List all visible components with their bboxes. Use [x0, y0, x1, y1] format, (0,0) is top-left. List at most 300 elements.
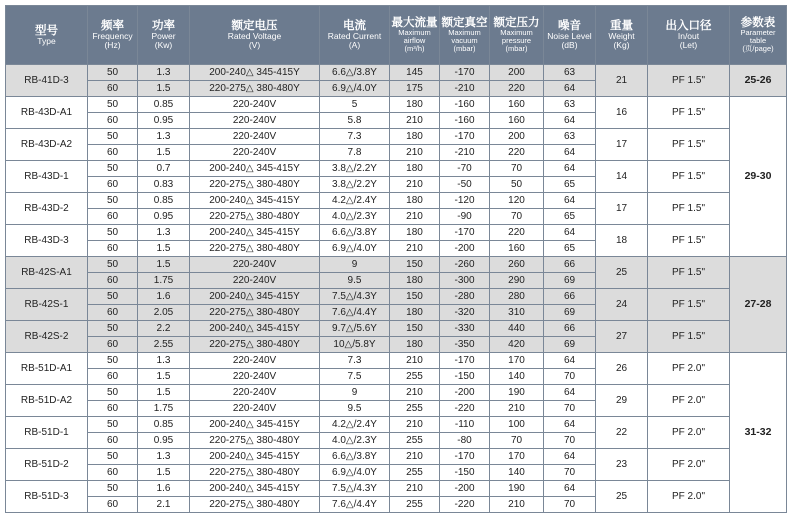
cell-power: 1.6	[138, 481, 190, 497]
header-row	[6, 6, 787, 65]
cell-power: 0.85	[138, 193, 190, 209]
cell-vacuum: -160	[440, 113, 490, 129]
cell-airflow: 180	[390, 337, 440, 353]
cell-current: 5.8	[320, 113, 390, 129]
cell-freq: 60	[88, 433, 138, 449]
column-header	[544, 6, 596, 65]
spec-table	[5, 5, 787, 513]
cell-airflow: 150	[390, 257, 440, 273]
column-header	[490, 6, 544, 65]
cell-freq: 50	[88, 289, 138, 305]
weight-value: 25	[596, 257, 648, 289]
cell-pressure: 220	[490, 225, 544, 241]
cell-freq: 50	[88, 225, 138, 241]
cell-freq: 50	[88, 193, 138, 209]
cell-voltage: 220-240V	[190, 257, 320, 273]
column-header-zh: 噪音	[558, 20, 581, 33]
weight-value: 22	[596, 417, 648, 449]
column-header-en: (mbar)	[453, 43, 476, 53]
cell-airflow: 255	[390, 497, 440, 513]
cell-current: 9	[320, 257, 390, 273]
cell-vacuum: -210	[440, 145, 490, 161]
column-header-en: airflow	[403, 36, 426, 46]
cell-noise: 64	[544, 449, 596, 465]
cell-noise: 70	[544, 369, 596, 385]
column-header-en: vacuum	[451, 36, 478, 46]
weight-value: 27	[596, 321, 648, 353]
column-header-en: table	[749, 36, 767, 46]
cell-voltage: 220-240V	[190, 353, 320, 369]
model-name: RB-42S-2	[6, 321, 88, 353]
cell-vacuum: -170	[440, 225, 490, 241]
cell-noise: 64	[544, 161, 596, 177]
cell-vacuum: -200	[440, 481, 490, 497]
cell-noise: 64	[544, 113, 596, 129]
cell-vacuum: -330	[440, 321, 490, 337]
cell-current: 9.5	[320, 401, 390, 417]
cell-power: 0.85	[138, 97, 190, 113]
cell-pressure: 260	[490, 257, 544, 273]
cell-pressure: 440	[490, 321, 544, 337]
cell-power: 2.05	[138, 305, 190, 321]
cell-voltage: 200-240△ 345-415Y	[190, 161, 320, 177]
column-header-en: Maximum	[448, 28, 481, 38]
cell-power: 1.5	[138, 465, 190, 481]
table-row	[6, 193, 787, 209]
cell-voltage: 220-275△ 380-480Y	[190, 497, 320, 513]
port-value: PF 2.0"	[648, 385, 730, 417]
cell-vacuum: -350	[440, 337, 490, 353]
cell-noise: 66	[544, 289, 596, 305]
cell-pressure: 140	[490, 369, 544, 385]
column-header-en: (A)	[348, 40, 361, 51]
cell-airflow: 255	[390, 465, 440, 481]
cell-freq: 60	[88, 113, 138, 129]
cell-power: 1.3	[138, 353, 190, 369]
cell-pressure: 210	[490, 401, 544, 417]
column-header-en: (m³/h)	[404, 43, 425, 53]
cell-airflow: 255	[390, 433, 440, 449]
cell-noise: 65	[544, 241, 596, 257]
column-header-en: Frequency	[92, 31, 133, 42]
column-header-en: (Hz)	[104, 40, 121, 51]
column-header-en: (Let)	[679, 40, 698, 51]
column-header	[138, 6, 190, 65]
column-header-en: Rated Voltage	[227, 31, 282, 42]
cell-freq: 60	[88, 273, 138, 289]
column-header-en: (Kw)	[154, 40, 173, 51]
model-name: RB-43D-3	[6, 225, 88, 257]
weight-value: 26	[596, 353, 648, 385]
cell-freq: 50	[88, 321, 138, 337]
cell-pressure: 70	[490, 161, 544, 177]
table-row	[6, 385, 787, 401]
column-header-zh: 额定压力	[493, 17, 540, 30]
cell-freq: 60	[88, 369, 138, 385]
cell-freq: 50	[88, 97, 138, 113]
column-header	[6, 6, 88, 65]
port-value: PF 1.5"	[648, 321, 730, 353]
table-row	[6, 481, 787, 497]
page-reference: 25-26	[730, 65, 787, 97]
page-reference: 27-28	[730, 257, 787, 353]
page-reference: 31-32	[730, 353, 787, 513]
model-name: RB-43D-A1	[6, 97, 88, 129]
cell-current: 7.6△/4.4Y	[320, 305, 390, 321]
table-row	[6, 353, 787, 369]
cell-power: 1.5	[138, 81, 190, 97]
port-value: PF 1.5"	[648, 289, 730, 321]
cell-vacuum: -200	[440, 385, 490, 401]
port-value: PF 2.0"	[648, 417, 730, 449]
cell-power: 1.5	[138, 145, 190, 161]
cell-airflow: 210	[390, 113, 440, 129]
column-header	[730, 6, 787, 65]
cell-voltage: 220-240V	[190, 129, 320, 145]
cell-current: 9.7△/5.6Y	[320, 321, 390, 337]
cell-vacuum: -210	[440, 81, 490, 97]
cell-voltage: 220-275△ 380-480Y	[190, 209, 320, 225]
port-value: PF 1.5"	[648, 97, 730, 129]
port-value: PF 1.5"	[648, 257, 730, 289]
cell-freq: 60	[88, 209, 138, 225]
model-name: RB-43D-1	[6, 161, 88, 193]
cell-vacuum: -80	[440, 433, 490, 449]
model-name: RB-51D-A1	[6, 353, 88, 385]
cell-current: 6.9△/4.0Y	[320, 81, 390, 97]
cell-voltage: 200-240△ 345-415Y	[190, 449, 320, 465]
column-header-en: pressure	[501, 36, 532, 46]
cell-current: 7.3	[320, 353, 390, 369]
cell-current: 7.8	[320, 145, 390, 161]
cell-power: 1.5	[138, 369, 190, 385]
column-header-en: (Kg)	[613, 40, 630, 51]
cell-voltage: 220-240V	[190, 369, 320, 385]
cell-pressure: 70	[490, 433, 544, 449]
column-header	[390, 6, 440, 65]
cell-power: 0.95	[138, 433, 190, 449]
cell-power: 0.95	[138, 209, 190, 225]
cell-airflow: 180	[390, 161, 440, 177]
cell-pressure: 280	[490, 289, 544, 305]
column-header	[190, 6, 320, 65]
cell-vacuum: -260	[440, 257, 490, 273]
port-value: PF 1.5"	[648, 161, 730, 193]
model-name: RB-43D-A2	[6, 129, 88, 161]
column-header	[88, 6, 138, 65]
cell-noise: 64	[544, 81, 596, 97]
weight-value: 17	[596, 193, 648, 225]
model-name: RB-43D-2	[6, 193, 88, 225]
cell-noise: 70	[544, 433, 596, 449]
cell-current: 6.6△/3.8Y	[320, 65, 390, 81]
cell-voltage: 220-275△ 380-480Y	[190, 433, 320, 449]
cell-noise: 64	[544, 353, 596, 369]
cell-voltage: 200-240△ 345-415Y	[190, 417, 320, 433]
cell-power: 0.95	[138, 113, 190, 129]
cell-freq: 50	[88, 385, 138, 401]
model-name: RB-51D-3	[6, 481, 88, 513]
model-name: RB-51D-1	[6, 417, 88, 449]
cell-voltage: 220-240V	[190, 97, 320, 113]
cell-vacuum: -280	[440, 289, 490, 305]
table-row	[6, 161, 787, 177]
cell-pressure: 310	[490, 305, 544, 321]
cell-vacuum: -170	[440, 449, 490, 465]
cell-freq: 50	[88, 129, 138, 145]
cell-pressure: 290	[490, 273, 544, 289]
cell-noise: 63	[544, 65, 596, 81]
cell-current: 7.5△/4.3Y	[320, 481, 390, 497]
cell-noise: 65	[544, 177, 596, 193]
cell-airflow: 175	[390, 81, 440, 97]
cell-freq: 50	[88, 257, 138, 273]
cell-vacuum: -170	[440, 65, 490, 81]
column-header-en: (V)	[248, 40, 261, 51]
weight-value: 24	[596, 289, 648, 321]
cell-voltage: 220-275△ 380-480Y	[190, 241, 320, 257]
cell-freq: 50	[88, 65, 138, 81]
cell-current: 3.8△/2.2Y	[320, 177, 390, 193]
cell-vacuum: -320	[440, 305, 490, 321]
weight-value: 25	[596, 481, 648, 513]
cell-voltage: 200-240△ 345-415Y	[190, 481, 320, 497]
cell-freq: 60	[88, 241, 138, 257]
column-header-en: Weight	[608, 31, 635, 42]
weight-value: 14	[596, 161, 648, 193]
cell-freq: 50	[88, 161, 138, 177]
cell-voltage: 200-240△ 345-415Y	[190, 225, 320, 241]
cell-pressure: 100	[490, 417, 544, 433]
column-header-en: Type	[37, 35, 56, 46]
cell-airflow: 210	[390, 449, 440, 465]
cell-airflow: 180	[390, 305, 440, 321]
cell-power: 1.75	[138, 401, 190, 417]
cell-noise: 69	[544, 337, 596, 353]
column-header-zh: 功率	[152, 20, 175, 33]
cell-vacuum: -160	[440, 97, 490, 113]
port-value: PF 1.5"	[648, 193, 730, 225]
table-row	[6, 225, 787, 241]
cell-vacuum: -120	[440, 193, 490, 209]
column-header-en: In/out	[677, 31, 700, 42]
cell-noise: 63	[544, 129, 596, 145]
cell-noise: 64	[544, 193, 596, 209]
model-name: RB-51D-2	[6, 449, 88, 481]
weight-value: 29	[596, 385, 648, 417]
column-header-en: (页/page)	[742, 43, 774, 53]
cell-current: 4.0△/2.3Y	[320, 433, 390, 449]
cell-airflow: 210	[390, 417, 440, 433]
cell-vacuum: -170	[440, 353, 490, 369]
cell-current: 4.0△/2.3Y	[320, 209, 390, 225]
cell-noise: 66	[544, 321, 596, 337]
cell-voltage: 200-240△ 345-415Y	[190, 193, 320, 209]
table-body	[6, 65, 787, 513]
cell-vacuum: -170	[440, 129, 490, 145]
column-header	[320, 6, 390, 65]
cell-airflow: 210	[390, 209, 440, 225]
cell-current: 4.2△/2.4Y	[320, 193, 390, 209]
cell-vacuum: -70	[440, 161, 490, 177]
column-header-en: (dB)	[561, 40, 578, 51]
cell-airflow: 210	[390, 145, 440, 161]
model-name: RB-42S-A1	[6, 257, 88, 289]
cell-power: 1.3	[138, 449, 190, 465]
cell-voltage: 220-275△ 380-480Y	[190, 177, 320, 193]
cell-power: 0.85	[138, 417, 190, 433]
cell-current: 6.9△/4.0Y	[320, 465, 390, 481]
cell-freq: 60	[88, 177, 138, 193]
table-row	[6, 97, 787, 113]
cell-pressure: 220	[490, 81, 544, 97]
cell-noise: 66	[544, 257, 596, 273]
cell-airflow: 145	[390, 65, 440, 81]
table-row	[6, 129, 787, 145]
cell-current: 4.2△/2.4Y	[320, 417, 390, 433]
model-name: RB-41D-3	[6, 65, 88, 97]
cell-power: 0.83	[138, 177, 190, 193]
cell-current: 9	[320, 385, 390, 401]
cell-freq: 50	[88, 417, 138, 433]
cell-power: 1.3	[138, 225, 190, 241]
cell-pressure: 170	[490, 449, 544, 465]
weight-value: 17	[596, 129, 648, 161]
cell-voltage: 220-275△ 380-480Y	[190, 465, 320, 481]
cell-power: 1.75	[138, 273, 190, 289]
model-name: RB-51D-A2	[6, 385, 88, 417]
cell-airflow: 150	[390, 289, 440, 305]
cell-pressure: 160	[490, 241, 544, 257]
cell-noise: 63	[544, 97, 596, 113]
cell-pressure: 210	[490, 497, 544, 513]
port-value: PF 1.5"	[648, 225, 730, 257]
cell-vacuum: -150	[440, 369, 490, 385]
port-value: PF 2.0"	[648, 353, 730, 385]
cell-freq: 60	[88, 465, 138, 481]
cell-pressure: 160	[490, 113, 544, 129]
cell-vacuum: -300	[440, 273, 490, 289]
cell-voltage: 220-240V	[190, 145, 320, 161]
cell-freq: 60	[88, 401, 138, 417]
cell-voltage: 220-240V	[190, 273, 320, 289]
cell-airflow: 180	[390, 129, 440, 145]
cell-noise: 70	[544, 497, 596, 513]
weight-value: 23	[596, 449, 648, 481]
cell-voltage: 220-240V	[190, 113, 320, 129]
cell-freq: 50	[88, 481, 138, 497]
cell-noise: 64	[544, 417, 596, 433]
cell-noise: 64	[544, 481, 596, 497]
cell-noise: 70	[544, 465, 596, 481]
cell-airflow: 180	[390, 225, 440, 241]
weight-value: 18	[596, 225, 648, 257]
cell-current: 5	[320, 97, 390, 113]
cell-current: 6.6△/3.8Y	[320, 225, 390, 241]
column-header-zh: 最大流量	[391, 17, 438, 30]
column-header-zh: 额定电压	[231, 20, 278, 33]
port-value: PF 1.5"	[648, 129, 730, 161]
cell-power: 2.55	[138, 337, 190, 353]
cell-power: 1.5	[138, 241, 190, 257]
cell-airflow: 210	[390, 241, 440, 257]
cell-voltage: 200-240△ 345-415Y	[190, 321, 320, 337]
page-reference: 29-30	[730, 97, 787, 257]
cell-airflow: 210	[390, 353, 440, 369]
cell-power: 1.3	[138, 129, 190, 145]
table-row	[6, 289, 787, 305]
column-header-zh: 额定真空	[441, 17, 488, 30]
cell-noise: 64	[544, 385, 596, 401]
cell-freq: 50	[88, 353, 138, 369]
cell-power: 2.2	[138, 321, 190, 337]
cell-noise: 64	[544, 225, 596, 241]
cell-noise: 69	[544, 273, 596, 289]
cell-noise: 70	[544, 401, 596, 417]
column-header-zh: 电流	[343, 20, 366, 33]
cell-voltage: 200-240△ 345-415Y	[190, 65, 320, 81]
column-header-zh: 重量	[610, 20, 633, 33]
cell-pressure: 200	[490, 65, 544, 81]
column-header-en: Parameter	[740, 28, 776, 38]
cell-current: 7.5△/4.3Y	[320, 289, 390, 305]
cell-noise: 69	[544, 305, 596, 321]
cell-pressure: 170	[490, 353, 544, 369]
cell-vacuum: -110	[440, 417, 490, 433]
cell-vacuum: -220	[440, 401, 490, 417]
spec-table-container	[5, 5, 787, 513]
column-header-en: Noise Level	[547, 31, 592, 42]
cell-airflow: 180	[390, 193, 440, 209]
cell-pressure: 160	[490, 97, 544, 113]
weight-value: 21	[596, 65, 648, 97]
cell-noise: 64	[544, 145, 596, 161]
cell-power: 1.3	[138, 65, 190, 81]
cell-freq: 60	[88, 337, 138, 353]
table-row	[6, 417, 787, 433]
table-row	[6, 449, 787, 465]
port-value: PF 1.5"	[648, 65, 730, 97]
port-value: PF 2.0"	[648, 481, 730, 513]
cell-airflow: 255	[390, 369, 440, 385]
cell-vacuum: -150	[440, 465, 490, 481]
cell-airflow: 210	[390, 481, 440, 497]
cell-voltage: 220-275△ 380-480Y	[190, 337, 320, 353]
column-header-en: (mbar)	[505, 43, 528, 53]
cell-voltage: 220-240V	[190, 401, 320, 417]
column-header	[596, 6, 648, 65]
cell-current: 10△/5.8Y	[320, 337, 390, 353]
cell-power: 2.1	[138, 497, 190, 513]
column-header-en: Rated Current	[327, 31, 382, 42]
cell-current: 3.8△/2.2Y	[320, 161, 390, 177]
cell-vacuum: -200	[440, 241, 490, 257]
cell-current: 7.5	[320, 369, 390, 385]
cell-airflow: 180	[390, 273, 440, 289]
cell-pressure: 420	[490, 337, 544, 353]
cell-pressure: 50	[490, 177, 544, 193]
table-row	[6, 257, 787, 273]
cell-pressure: 120	[490, 193, 544, 209]
cell-airflow: 210	[390, 177, 440, 193]
port-value: PF 2.0"	[648, 449, 730, 481]
cell-power: 1.5	[138, 385, 190, 401]
cell-pressure: 70	[490, 209, 544, 225]
cell-current: 7.3	[320, 129, 390, 145]
cell-voltage: 220-275△ 380-480Y	[190, 305, 320, 321]
model-name: RB-42S-1	[6, 289, 88, 321]
cell-airflow: 180	[390, 97, 440, 113]
